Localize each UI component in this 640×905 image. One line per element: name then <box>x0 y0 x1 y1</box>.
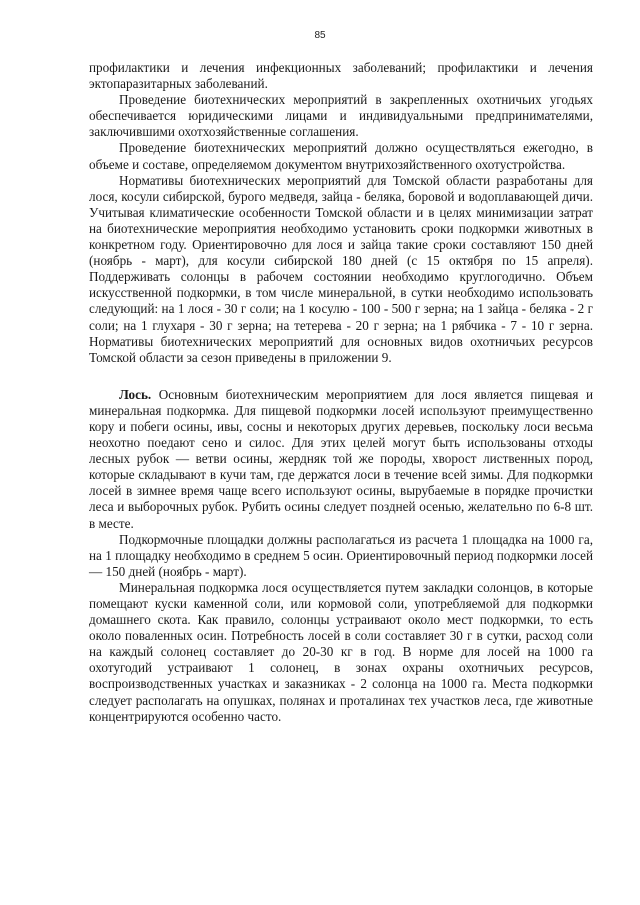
page-number: 85 <box>314 30 326 41</box>
paragraph-moose-feeding <box>89 387 593 532</box>
moose-heading: Лось. <box>119 386 152 402</box>
paragraph-biotech-frequency: Проведение биотехнических мероприятий должно осуществляться ежегодно, в объеме и составе, определяемом документом внутрихозяйственного охотустройства. <box>89 140 593 172</box>
paragraph-feeding-sites: Подкормочные площадки должны располагаться из расчета 1 площадка на 1000 га, на 1 площадку необходимо в среднем 5 осин. Ориентировочный период подкормки лосей — 150 дней (ноябрь - март). <box>89 531 593 579</box>
moose-feeding-text: Основным биотехническим мероприятием для лося является пищевая и минеральная подкормка. Для пищевой подкормки лосей используют преимущественно кору и побеги осины, ивы, сосны и некоторых других деревьев, поскольку лоси весьма неохотно поедают сено и силос. Для этих целей могут быть использованы отходы лесных рубок — ветви осины, жердняк той же породы, хворост лиственных пород, которые складывают в кучи там, где держатся лоси в течение всей зимы. Для подкормки лосей в зимнее время чаще всего используют осины, вырубаемые в порядке прочистки леса и выборочных рубок. Рубить осины следует поздней осенью, желательно по 6-8 шт. в месте. <box>89 386 593 531</box>
paragraph-mineral-feeding: Минеральная подкормка лося осуществляется путем закладки солонцов, в которые помещают куски каменной соли, или кормовой соли, употребляемой для подкормки домашнего скота. Как правило, солонцы устраивают около мест подкормки, то есть около поваленных осин. Потребность лосей в соли составляет 30 г в сутки, расход соли на каждый солонец составляет до 20-30 кг в год. В норме для лосей на 1000 га охотугодий устраивают 1 солонец, в зонах охраны охотничьих ресурсов, воспроизводственных участках и заказниках - 2 солонца на 1000 га. Места подкормки следует располагать на опушках, полянах и проталинах тех участков леса, где животные концентрируются особенно часто. <box>89 579 593 724</box>
paragraph-biotech-responsibility: Проведение биотехнических мероприятий в закрепленных охотничьих угодьях обеспечивается юридическими лицами и индивидуальными предпринимателями, заключившими охотхозяйственные соглашения. <box>89 92 593 140</box>
page-body <box>89 60 593 725</box>
section-spacer <box>89 366 593 387</box>
paragraph-continued: профилактики и лечения инфекционных заболеваний; профилактики и лечения эктопаразитарных заболеваний. <box>89 60 593 92</box>
paragraph-tomsk-norms: Нормативы биотехнических мероприятий для Томской области разработаны для лося, косули сибирской, бурого медведя, зайца - беляка, боровой и водоплавающей дичи. Учитывая климатические особенности Томской области и в целях минимизации затрат на биотехнические мероприятия необходимо установить сроки подкормки животных в конкретном году. Ориентировочно для лося и зайца такие сроки составляют 150 дней (ноябрь - март), для косули сибирской 180 дней (с 15 октября по 15 апреля). Поддерживать солонцы в рабочем состоянии необходимо круглогодично. Объем искусственной подкормки, в том числе минеральной, в сутки необходимо использовать следующий: на 1 лося - 30 г соли; на 1 косулю - 100 - 500 г зерна; на 1 зайца - беляка - 2 г соли; на 1 глухаря - 30 г зерна; на тетерева - 20 г зерна; на 1 рябчика - 7 - 10 г зерна. Нормативы биотехнических мероприятий для основных видов охотничьих ресурсов Томской области за сезон приведены в приложении 9. <box>89 172 593 365</box>
